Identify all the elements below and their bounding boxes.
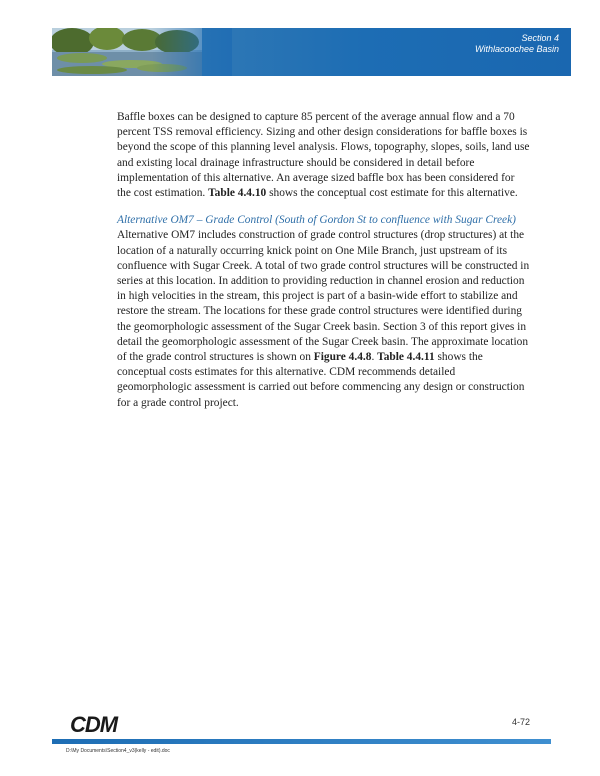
figure-reference: Figure 4.4.8 bbox=[313, 351, 372, 364]
page-body bbox=[117, 110, 531, 411]
paragraph-text: shows the conceptual cost estimate for this alternative. bbox=[266, 187, 518, 200]
body-paragraph bbox=[117, 228, 531, 410]
body-paragraph bbox=[117, 110, 531, 201]
page-number: 4-72 bbox=[511, 717, 530, 727]
paragraph-text: shows the conceptual costs estimates for this alternative. CDM recommends detailed geomorphologic assessment is carried out before commencing any design or construction for a grade control project. bbox=[117, 351, 525, 409]
paragraph-text: . bbox=[371, 351, 378, 364]
table-reference: Table 4.4.10 bbox=[208, 187, 267, 200]
cdm-logo: CDM bbox=[70, 712, 118, 737]
subheading: Alternative OM7 – Grade Control (South of Gordon St to confluence with Sugar Creek) bbox=[117, 214, 516, 227]
header-banner bbox=[52, 28, 571, 76]
footer-bar bbox=[52, 739, 551, 744]
section-title: Section 4 bbox=[521, 33, 559, 43]
basin-title: Withlacoochee Basin bbox=[475, 44, 559, 54]
paragraph-text: Alternative OM7 includes construction of grade control structures (drop structures) at the location of a naturally occurring knick point on One Mile Branch, just upstream of its confluence with Sugar Creek. A total of two grade control structures will be constructed in series at this location. In addition to providing reduction in channel erosion and reduction in high velocities in the stream, this project is part of a basin-wide effort to stabilize and restore the stream. The locations for these grade control structures were identified during the geomorphologic assessment of the Sugar Creek basin. Section 3 of this report gives in detail the geomorphologic assessment of the Sugar Creek basin. The approximate location of the grade control structures is shown on bbox=[117, 229, 530, 364]
file-path: D:\My Documents\Section4_v3(kelly - edit).doc bbox=[66, 748, 170, 754]
table-reference: Table 4.4.11 bbox=[377, 351, 435, 364]
header-fade bbox=[152, 28, 232, 76]
paragraph-text: Baffle boxes can be designed to capture 85 percent of the average annual flow and a 70 percent TSS removal efficiency. Sizing and other design considerations for baffle boxes is beyond the scope of this planning level analysis. Flows, topography, slopes, soils, land use and existing local drainage infrastructure should be considered in detail before implementation of this alternative. An average sized baffle box has been considered for the cost estimation. bbox=[117, 111, 530, 200]
